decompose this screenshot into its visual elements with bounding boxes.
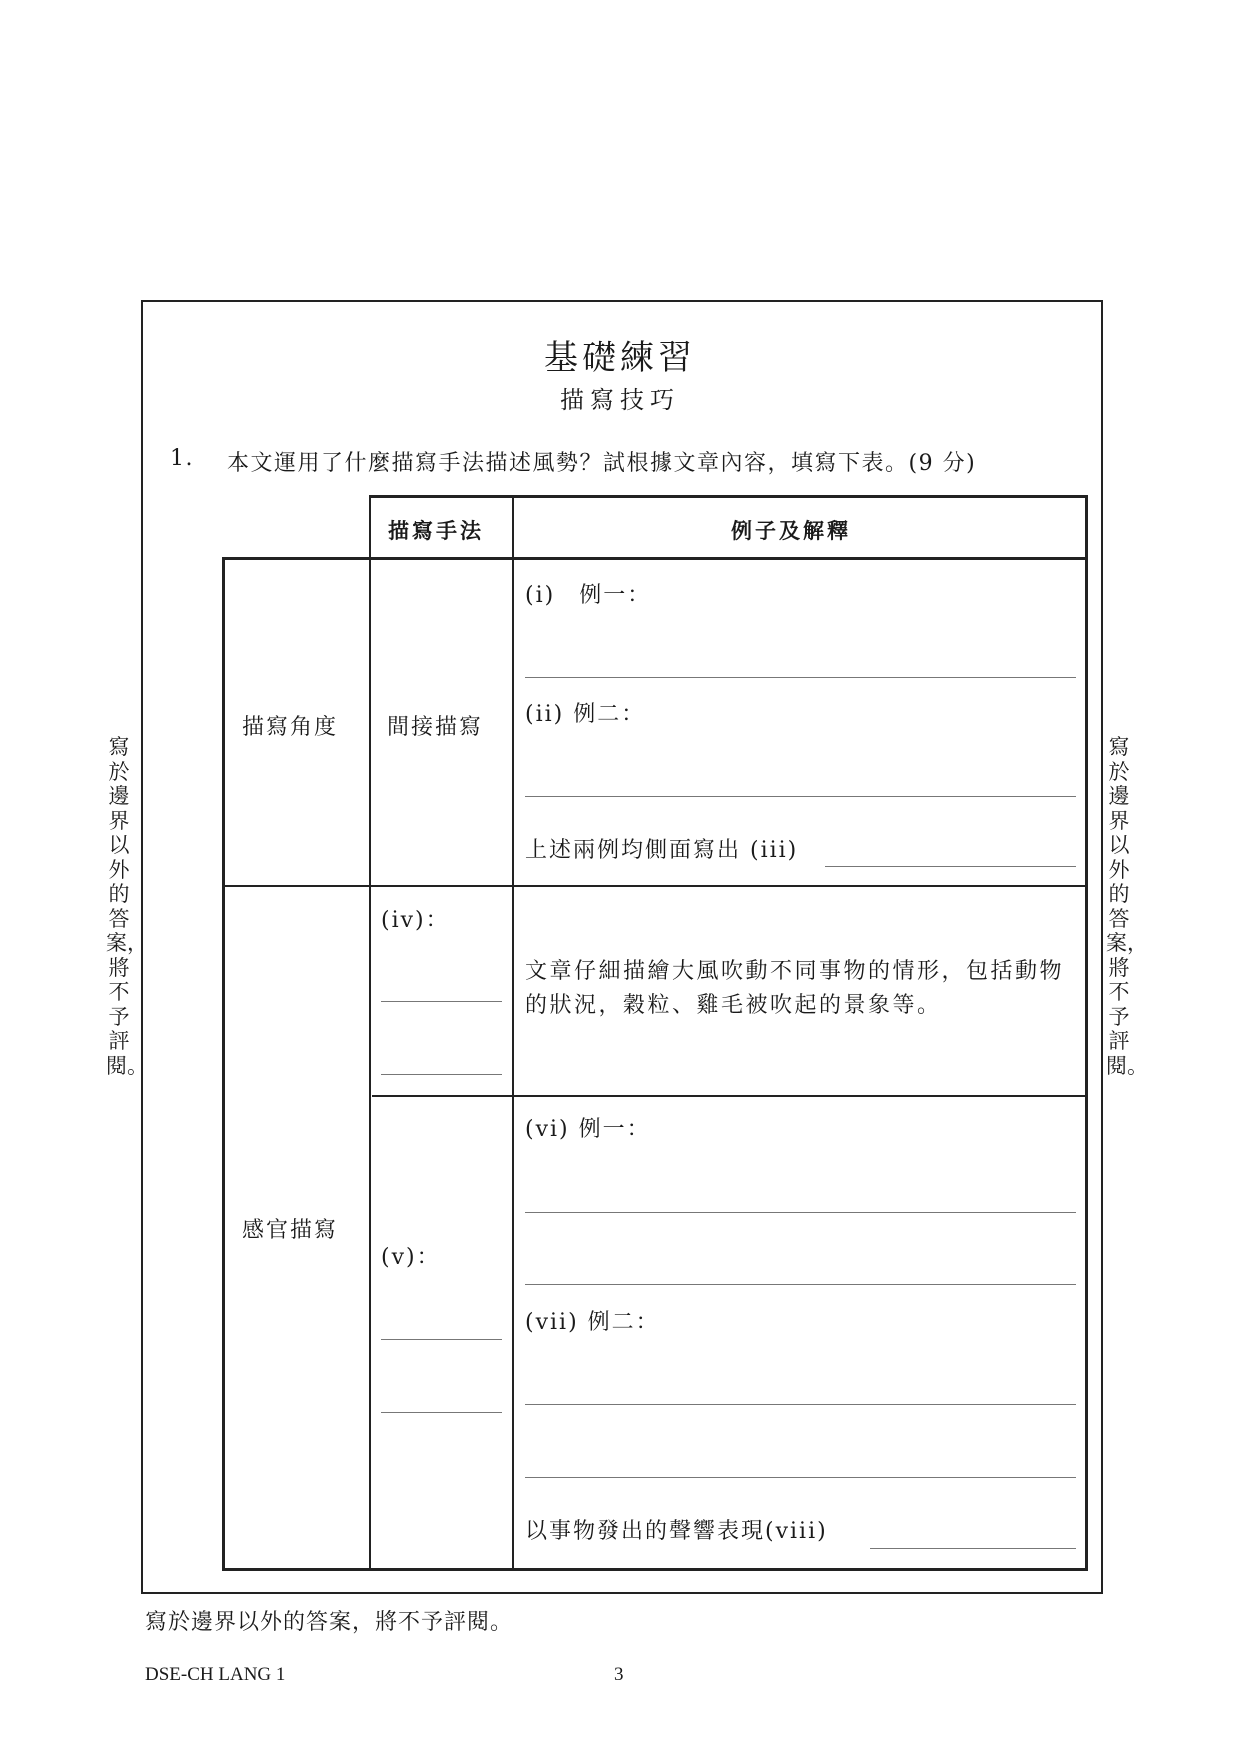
table-bottom-border — [222, 1568, 1088, 1571]
table-right-border — [1085, 495, 1088, 1571]
left-margin-note: 寫於邊界以外的答案，將不予評閱。 — [106, 735, 148, 1078]
question-text: 本文運用了什麼描寫手法描述風勢？試根據文章內容，填寫下表。(9 分) — [227, 451, 977, 476]
paper-code: DSE-CH LANG 1 — [145, 1664, 286, 1685]
table-sub-row-divider — [372, 1095, 1088, 1097]
answer-line-ii[interactable] — [525, 796, 1076, 797]
right-margin-note: 寫於邊界以外的答案，將不予評閱。 — [1106, 735, 1148, 1078]
header-examples: 例子及解釋 — [731, 519, 851, 543]
senses-description: 文章仔細描繪大風吹動不同事物的情形，包括動物的狀況，穀粒、雞毛被吹起的景象等。 — [525, 959, 1065, 1018]
category-senses: 感官描寫 — [242, 1218, 339, 1243]
table-col-divider-1 — [369, 495, 371, 1571]
answer-line-v-2[interactable] — [381, 1412, 502, 1413]
table-header-divider — [222, 557, 1088, 560]
summary-iii-label: 上述兩例均側面寫出 (iii) — [525, 838, 799, 863]
summary-viii-label: 以事物發出的聲響表現(viii) — [525, 1519, 828, 1544]
answer-line-iv-1[interactable] — [381, 1001, 502, 1002]
question-number: 1. — [170, 446, 194, 471]
method-indirect: 間接描寫 — [387, 715, 484, 740]
answer-line-i[interactable] — [525, 677, 1076, 678]
table-left-border — [222, 557, 225, 1571]
page-title: 基礎練習 — [544, 338, 696, 378]
item-v-label: (v)： — [381, 1245, 441, 1270]
bottom-margin-note: 寫於邊界以外的答案，將不予評閱。 — [145, 1610, 514, 1635]
table-top-border — [369, 495, 1088, 498]
answer-line-iii[interactable] — [825, 866, 1076, 867]
answer-line-vii-2[interactable] — [525, 1477, 1076, 1478]
item-i-label: (i) 例一： — [525, 583, 652, 608]
item-vii-label: (vii) 例二： — [525, 1310, 660, 1335]
answer-line-vi-2[interactable] — [525, 1284, 1076, 1285]
table-col-divider-2 — [512, 495, 514, 1571]
table-row-divider — [222, 885, 1088, 887]
page-subtitle: 描寫技巧 — [560, 386, 680, 414]
item-iv-label: (iv)： — [381, 908, 450, 933]
answer-line-vii-1[interactable] — [525, 1404, 1076, 1405]
answer-line-viii[interactable] — [870, 1548, 1076, 1549]
answer-line-iv-2[interactable] — [381, 1074, 502, 1075]
item-vi-label: (vi) 例一： — [525, 1117, 651, 1142]
answer-line-vi-1[interactable] — [525, 1212, 1076, 1213]
answer-line-v-1[interactable] — [381, 1339, 502, 1340]
category-angle: 描寫角度 — [242, 715, 339, 740]
page-number: 3 — [614, 1664, 624, 1685]
item-ii-label: (ii) 例二： — [525, 702, 646, 727]
header-method: 描寫手法 — [388, 519, 484, 543]
